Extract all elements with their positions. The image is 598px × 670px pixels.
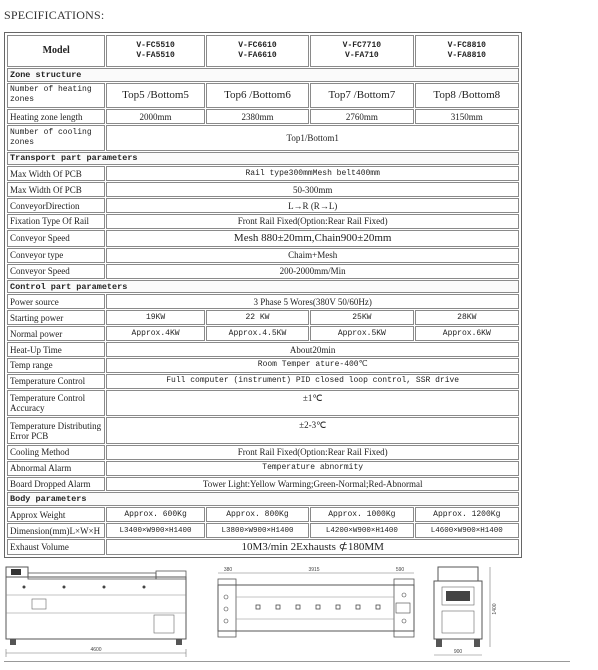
row-label: Abnormal Alarm xyxy=(7,461,105,476)
row-label: Board Dropped Alarm xyxy=(7,477,105,492)
row-value: 200-2000mm/Min xyxy=(106,264,519,279)
row-label: Max Width Of PCB xyxy=(7,166,105,181)
row-value: Front Rail Fixed(Option:Rear Rail Fixed) xyxy=(106,445,519,460)
table-row xyxy=(7,523,519,538)
row-value: 2000mm xyxy=(106,109,204,124)
row-value: ±1℃ xyxy=(106,390,519,417)
side-view-drawing xyxy=(426,565,506,663)
top-left-dim-label: 380 xyxy=(223,567,233,573)
table-row xyxy=(7,248,519,263)
row-label: Number of heating zones xyxy=(7,83,105,109)
table-row xyxy=(7,294,519,309)
row-label: Conveyor Speed xyxy=(7,230,105,247)
model-row xyxy=(7,35,519,67)
row-label: Exhaust Volume xyxy=(7,539,105,555)
row-value: 3150mm xyxy=(415,109,519,124)
row-label: Power source xyxy=(7,294,105,309)
table-row xyxy=(7,109,519,124)
table-row xyxy=(7,417,519,444)
table-row xyxy=(7,374,519,389)
row-label: Heat-Up Time xyxy=(7,342,105,357)
row-value: Approx.4.5KW xyxy=(206,326,309,341)
model-cell: V-FC7710 V-FA710 xyxy=(310,35,413,67)
row-label: Cooling Method xyxy=(7,445,105,460)
section-header-control: Control part parameters xyxy=(7,280,519,294)
row-label: Max Width Of PCB xyxy=(7,182,105,197)
section-header-zone: Zone structure xyxy=(7,68,519,82)
table-row xyxy=(7,358,519,373)
top-right-dim-label: 590 xyxy=(395,567,405,573)
row-value: Front Rail Fixed(Option:Rear Rail Fixed) xyxy=(106,214,519,229)
section-header-transport: Transport part parameters xyxy=(7,152,519,166)
row-value: Temperature abnormity xyxy=(106,461,519,476)
row-value: Tower Light:Yellow Warming;Green-Normal;Red-Abnormal xyxy=(106,477,519,492)
row-label: Starting power xyxy=(7,310,105,325)
specifications-table-frame xyxy=(4,32,522,558)
table-row xyxy=(7,326,519,341)
table-row xyxy=(7,166,519,181)
row-value: 25KW xyxy=(310,310,413,325)
row-value: Chaim+Mesh xyxy=(106,248,519,263)
row-value: Room Temper ature-400℃ xyxy=(106,358,519,373)
table-row xyxy=(7,445,519,460)
table-row xyxy=(7,342,519,357)
row-label: Number of cooling zones xyxy=(7,125,105,151)
model-cell: V-FC5510 V-FA5510 xyxy=(106,35,204,67)
table-row xyxy=(7,125,519,151)
row-value: Top7 /Bottom7 xyxy=(310,83,413,109)
row-value: L3400×W900×H1400 xyxy=(106,523,204,538)
row-label: Dimension(mm)L×W×H xyxy=(7,523,105,538)
row-value: Approx. 1000Kg xyxy=(310,507,413,522)
row-label: Temperature Control xyxy=(7,374,105,389)
table-row xyxy=(7,198,519,213)
row-value: Top6 /Bottom6 xyxy=(206,83,309,109)
table-row xyxy=(7,507,519,522)
row-value: 2380mm xyxy=(206,109,309,124)
row-label: ConveyorDirection xyxy=(7,198,105,213)
row-value: L4200×W900×H1400 xyxy=(310,523,413,538)
row-label: Heating zone length xyxy=(7,109,105,124)
row-value: L→R (R→L) xyxy=(106,198,519,213)
top-view-drawing xyxy=(214,565,424,663)
specifications-table xyxy=(6,34,520,556)
table-row xyxy=(7,182,519,197)
row-value: Approx. 800Kg xyxy=(206,507,309,522)
section-header-body: Body parameters xyxy=(7,492,519,506)
row-value: Mesh 880±20mm,Chain900±20mm xyxy=(106,230,519,247)
row-value: About20min xyxy=(106,342,519,357)
top-mid-dim-label: 3915 xyxy=(308,567,320,573)
table-row xyxy=(7,230,519,247)
table-row xyxy=(7,214,519,229)
side-height-label: 1400 xyxy=(492,603,498,615)
row-label: Temp range xyxy=(7,358,105,373)
row-value: 3 Phase 5 Wores(380V 50/60Hz) xyxy=(106,294,519,309)
model-cell: V-FC6610 V-FA6610 xyxy=(206,35,309,67)
row-value: Top5 /Bottom5 xyxy=(106,83,204,109)
row-value: Approx. 600Kg xyxy=(106,507,204,522)
row-label: Approx Weight xyxy=(7,507,105,522)
row-label: Conveyor type xyxy=(7,248,105,263)
row-label: Temperature Distributing Error PCB xyxy=(7,417,105,444)
table-row xyxy=(7,264,519,279)
front-view-drawing xyxy=(4,565,194,663)
row-value: Approx.5KW xyxy=(310,326,413,341)
table-row xyxy=(7,539,519,555)
row-value: 10M3/min 2Exhausts ⊄180MM xyxy=(106,539,519,555)
row-value: 50-300mm xyxy=(106,182,519,197)
page-heading: SPECIFICATIONS: xyxy=(4,8,105,22)
row-label: Fixation Type Of Rail xyxy=(7,214,105,229)
machine-drawings xyxy=(4,565,594,665)
row-value: 2760mm xyxy=(310,109,413,124)
front-width-label: 4600 xyxy=(90,647,102,653)
row-value: Full computer (instrument) PID closed loop control, SSR drive xyxy=(106,374,519,389)
row-value: Top8 /Bottom8 xyxy=(415,83,519,109)
bottom-divider xyxy=(4,661,570,662)
row-value: 22 KW xyxy=(206,310,309,325)
row-value: L3800×W900×H1400 xyxy=(206,523,309,538)
row-label: Normal power xyxy=(7,326,105,341)
row-value: ±2-3℃ xyxy=(106,417,519,444)
row-label: Conveyor Speed xyxy=(7,264,105,279)
row-value: Rail type300mmMesh belt400mm xyxy=(106,166,519,181)
row-label: Temperature Control Accuracy xyxy=(7,390,105,417)
table-row xyxy=(7,83,519,109)
side-width-label: 900 xyxy=(453,649,463,655)
row-value: Approx.4KW xyxy=(106,326,204,341)
row-value: 19KW xyxy=(106,310,204,325)
model-cell: V-FC8810 V-FA8810 xyxy=(415,35,519,67)
row-value: Approx.6KW xyxy=(415,326,519,341)
table-row xyxy=(7,461,519,476)
table-row xyxy=(7,310,519,325)
table-row xyxy=(7,390,519,417)
row-value: Top1/Bottom1 xyxy=(106,125,519,151)
row-value: 28KW xyxy=(415,310,519,325)
row-value: Approx. 1200Kg xyxy=(415,507,519,522)
model-label: Model xyxy=(7,35,105,67)
table-row xyxy=(7,477,519,492)
row-value: L4600×W900×H1400 xyxy=(415,523,519,538)
